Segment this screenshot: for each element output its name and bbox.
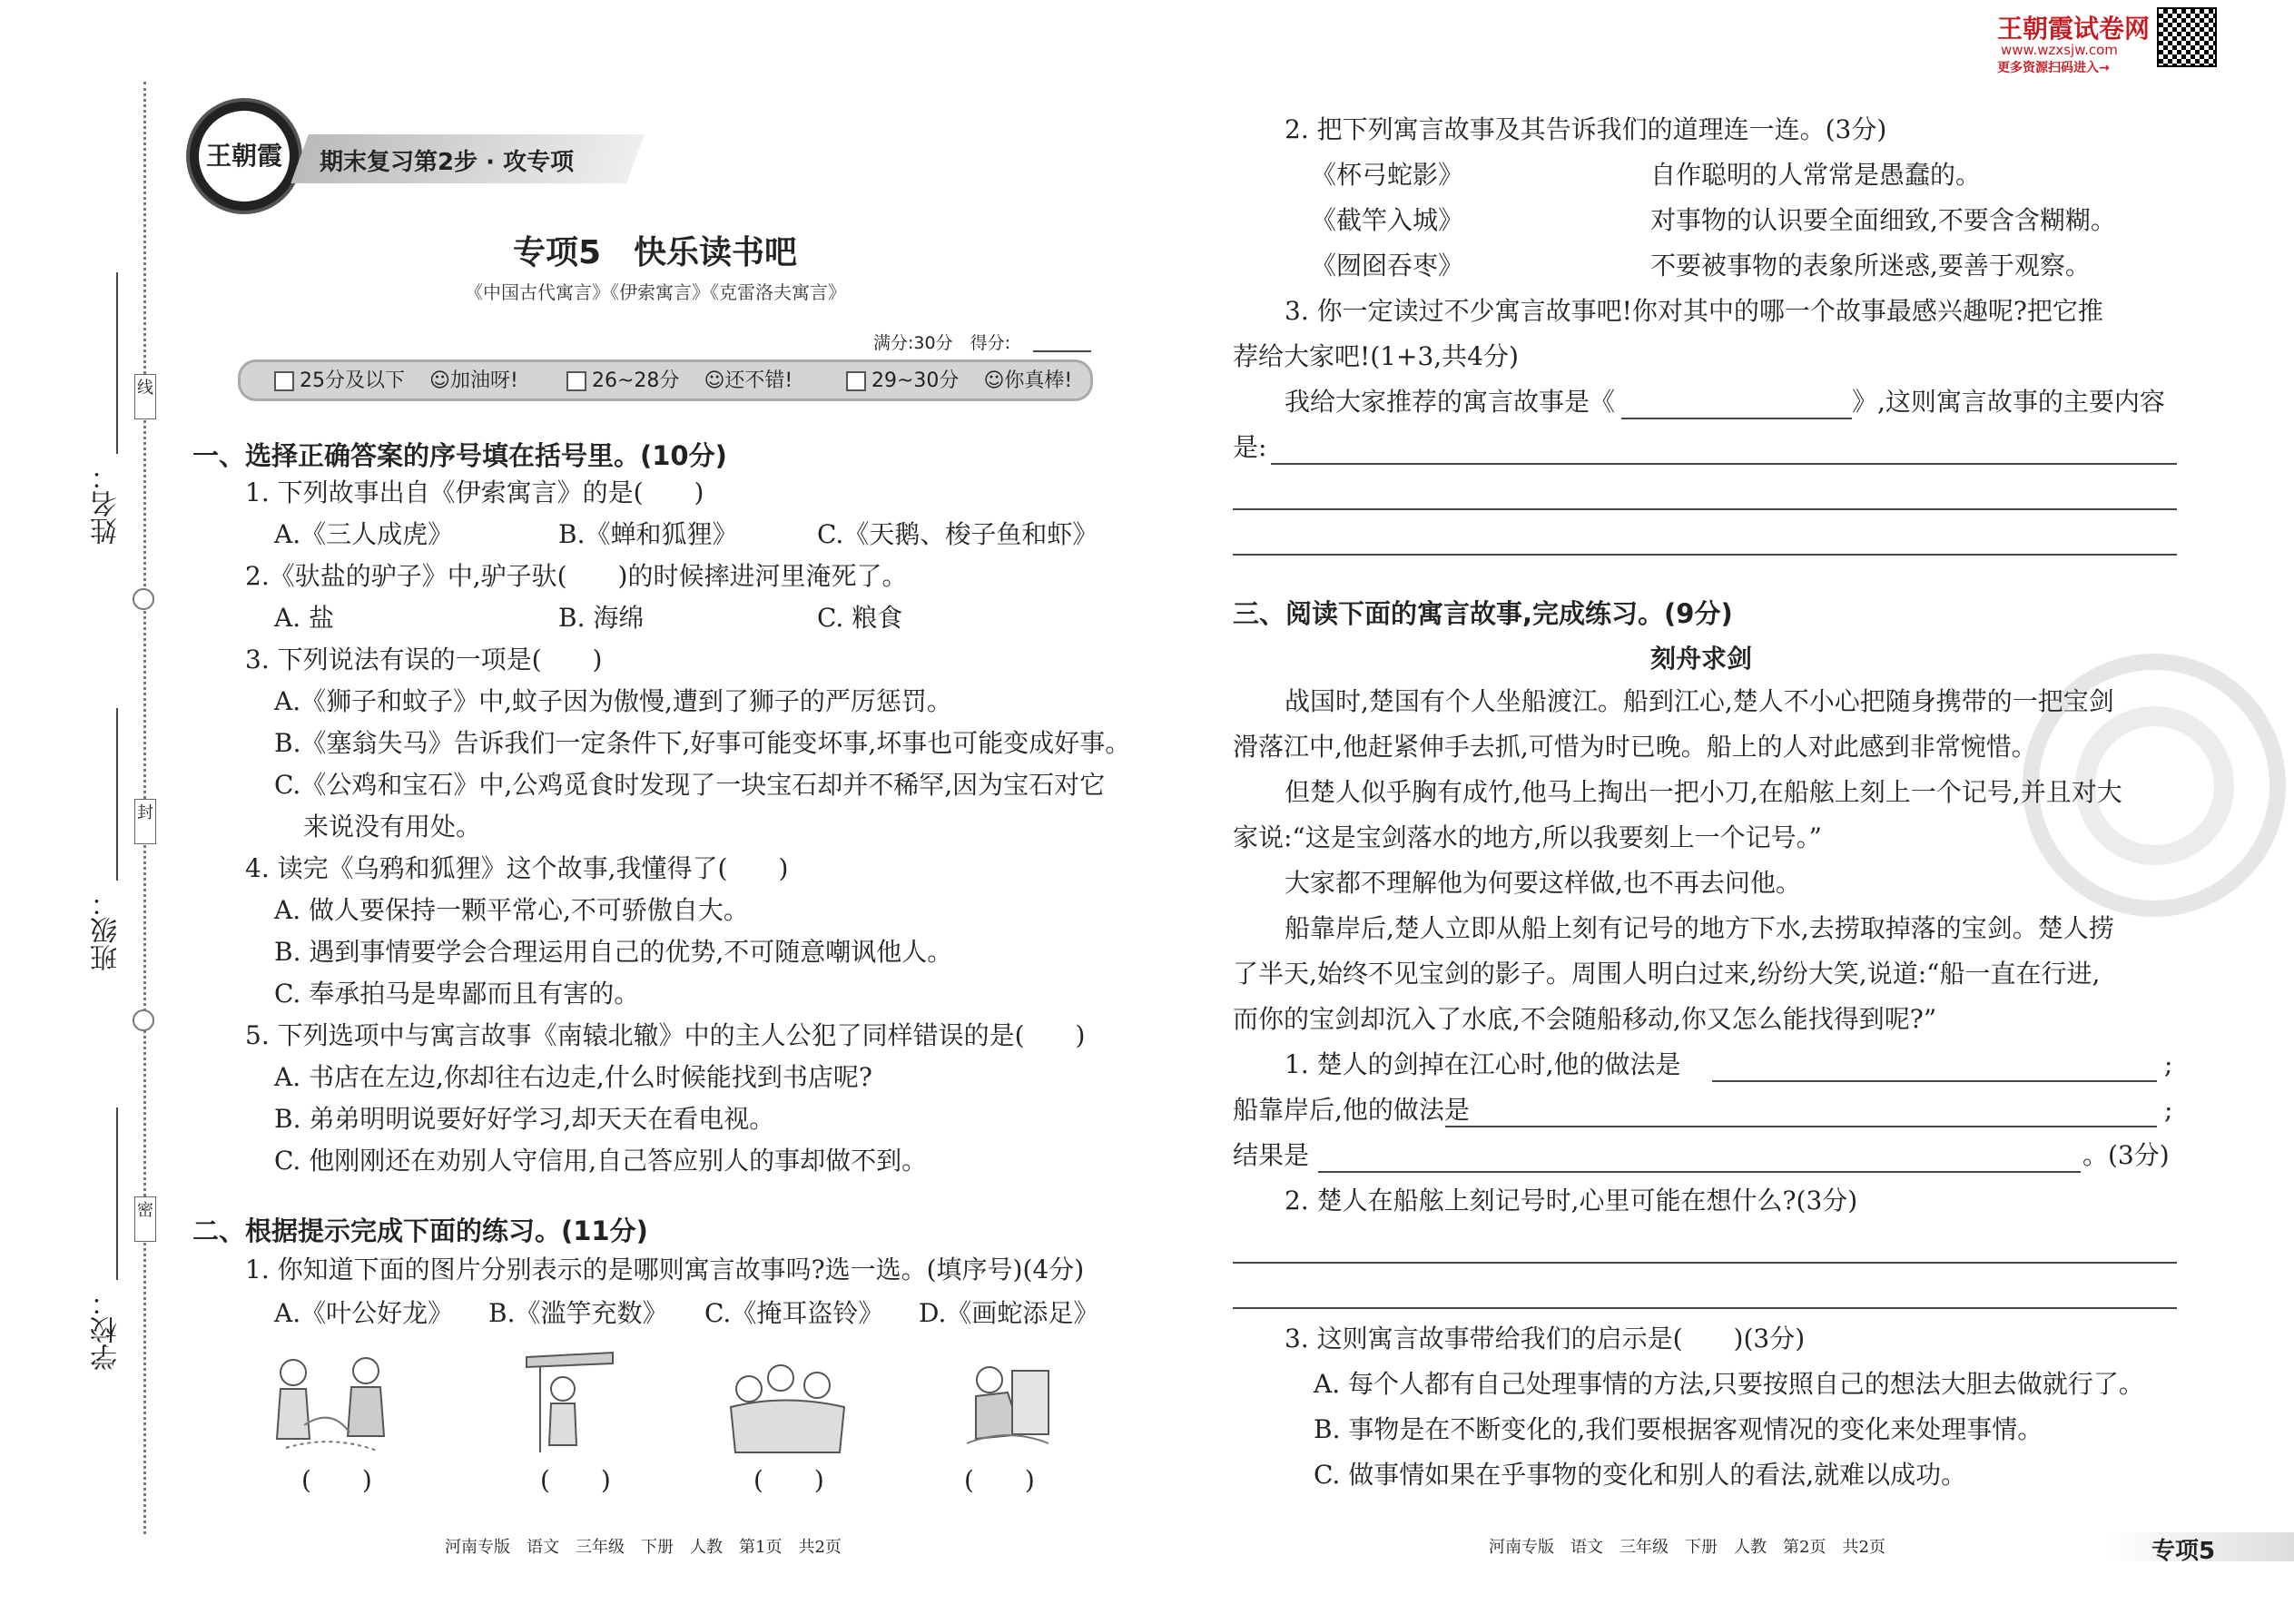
q3-option-b[interactable]: B.《塞翁失马》告诉我们一定条件下,好事可能变坏事,坏事也可能变成好事。: [274, 728, 1131, 758]
grade-item-3[interactable]: 29~30分 ☺你真棒!: [846, 365, 1072, 393]
banner-text: 期末复习第2步 · 攻专项: [320, 149, 575, 176]
s2-q3-stem: 3. 你一定读过不少寓言故事吧!你对其中的哪一个故事最感兴趣呢?把它推: [1285, 296, 2103, 326]
binding-circle-1: [133, 588, 154, 610]
q2-option-b[interactable]: B. 海绵: [558, 603, 645, 633]
q5-option-a[interactable]: A. 书店在左边,你却往右边走,什么时候能找到书店呢?: [274, 1062, 872, 1092]
s2-q3-fill-prefix: 我给大家推荐的寓言故事是《: [1285, 387, 1616, 417]
site-name: 王朝霞试卷网: [1997, 14, 2151, 44]
q4-stem: 4. 读完《乌鸦和狐狸》这个故事,我懂得了( ): [245, 853, 789, 883]
q5-option-c[interactable]: C. 他刚刚还在劝别人守信用,自己答应别人的事却做不到。: [274, 1146, 928, 1176]
s3-q2-answer-line-2[interactable]: [1233, 1307, 2177, 1309]
s3-q1-semicolon-1: ;: [2164, 1049, 2173, 1079]
smile-icon: ☺: [704, 369, 725, 392]
s2-q1-option-b: B.《滥竽充数》: [488, 1298, 668, 1328]
s3-q1-answer-line-2[interactable]: [1445, 1126, 2157, 1127]
illustration-1: [268, 1353, 395, 1457]
school-label: 学校：: [91, 1289, 123, 1371]
s3-q2-answer-line-1[interactable]: [1233, 1262, 2177, 1264]
q4-option-c[interactable]: C. 奉承拍马是卑鄙而且有害的。: [274, 979, 640, 1009]
s3-q1-answer-line-3[interactable]: [1318, 1171, 2081, 1173]
q5-option-b[interactable]: B. 弟弟明明说要好好学习,却天天在看电视。: [274, 1104, 775, 1134]
q2-stem: 2.《驮盐的驴子》中,驴子驮( )的时候摔进河里淹死了。: [245, 561, 908, 591]
illustration-3: [726, 1353, 849, 1457]
answer-blank-3[interactable]: ( ): [753, 1465, 824, 1495]
content-line-1[interactable]: [1271, 463, 2177, 465]
binding-mark-seal: 封: [134, 799, 156, 844]
s3-q3-stem: 3. 这则寓言故事带给我们的启示是( )(3分): [1285, 1324, 1806, 1353]
story-p4b: 了半天,始终不见宝剑的影子。周围人明白过来,纷纷大笑,说道:“船一直在行进,: [1233, 959, 2101, 989]
s3-q2: 2. 楚人在船舷上刻记号时,心里可能在想什么?(3分): [1285, 1186, 1858, 1216]
q4-option-b[interactable]: B. 遇到事情要学会合理运用自己的优势,不可随意嘲讽他人。: [274, 937, 953, 967]
s3-q1-score: 。(3分): [2082, 1140, 2170, 1170]
binding-circle-2: [133, 1009, 154, 1031]
match-right-2[interactable]: 对事物的认识要全面细致,不要含含糊糊。: [1650, 205, 2116, 235]
q3-stem: 3. 下列说法有误的一项是( ): [245, 645, 603, 674]
school-line[interactable]: [116, 1107, 118, 1280]
footer-right: 河南专版 语文 三年级 下册 人教 第2页 共2页: [1489, 1538, 1885, 1557]
match-left-3[interactable]: 《囫囵吞枣》: [1311, 251, 1464, 281]
story-p1b: 滑落江中,他赶紧伸手去抓,可惜为时已晚。船上的人对此感到非常惋惜。: [1233, 732, 2037, 762]
q2-option-c[interactable]: C. 粮食: [817, 603, 903, 633]
s2-q2-stem: 2. 把下列寓言故事及其告诉我们的道理连一连。(3分): [1285, 114, 1887, 144]
q3-option-c-cont: 来说没有用处。: [303, 812, 482, 842]
s3-q1-answer-line-1[interactable]: [1712, 1080, 2157, 1082]
brand-seal-inner: 王朝霞: [199, 111, 290, 202]
answer-blank-2[interactable]: ( ): [540, 1465, 611, 1495]
q2-option-a[interactable]: A. 盐: [274, 603, 335, 633]
story-p2a: 但楚人似乎胸有成竹,他马上掏出一把小刀,在船舷上刻上一个记号,并且对大: [1285, 777, 2122, 807]
s3-q1a: 1. 楚人的剑掉在江心时,他的做法是: [1285, 1049, 1681, 1079]
s3-q3-option-c[interactable]: C. 做事情如果在乎事物的变化和别人的看法,就难以成功。: [1314, 1460, 1967, 1490]
score-label: 满分:30分 得分:: [873, 333, 1010, 353]
brand-seal: [186, 98, 302, 214]
answer-blank-4[interactable]: ( ): [964, 1465, 1035, 1495]
smile-icon: ☺: [429, 369, 450, 392]
footer-left: 河南专版 语文 三年级 下册 人教 第1页 共2页: [445, 1538, 842, 1557]
qr-code-icon[interactable]: [2157, 7, 2217, 67]
section1-heading: 一、选择正确答案的序号填在括号里。(10分): [192, 440, 727, 471]
binding-mark-line: 线: [134, 374, 156, 419]
site-url[interactable]: www.wzxsjw.com: [2001, 42, 2118, 58]
s3-q1b: 船靠岸后,他的做法是: [1233, 1095, 1470, 1125]
answer-blank-1[interactable]: ( ): [301, 1465, 372, 1495]
name-line[interactable]: [116, 272, 118, 454]
story-name-input[interactable]: [1621, 418, 1852, 419]
section3-heading: 三、阅读下面的寓言故事,完成练习。(9分): [1233, 598, 1733, 629]
q4-option-a[interactable]: A. 做人要保持一颗平常心,不可骄傲自大。: [274, 895, 749, 925]
s2-q1-stem: 1. 你知道下面的图片分别表示的是哪则寓言故事吗?选一选。(填序号)(4分): [245, 1255, 1085, 1284]
name-label: 姓名：: [91, 463, 123, 545]
s3-q1-semicolon-2: ;: [2164, 1095, 2173, 1125]
s2-q1-option-c: C.《掩耳盗铃》: [704, 1298, 884, 1328]
content-line-3[interactable]: [1233, 554, 2177, 556]
q1-option-c[interactable]: C.《天鹅、梭子鱼和虾》: [817, 519, 1098, 549]
class-line[interactable]: [116, 708, 118, 881]
q3-option-a[interactable]: A.《狮子和蚊子》中,蚊子因为傲慢,遭到了狮子的严厉惩罚。: [274, 686, 952, 716]
score-line[interactable]: [1033, 350, 1091, 352]
s2-q1-option-d: D.《画蛇添足》: [919, 1298, 1099, 1328]
story-title: 刻舟求剑: [1650, 644, 1753, 674]
s3-q3-option-b[interactable]: B. 事物是在不断变化的,我们要根据客观情况的变化来处理事情。: [1314, 1414, 2043, 1444]
illustration-4: [958, 1353, 1058, 1457]
s3-q1c: 结果是: [1233, 1140, 1310, 1170]
s2-q3-stem-cont: 荐给大家吧!(1+3,共4分): [1233, 341, 1519, 371]
class-label: 班级：: [91, 890, 123, 971]
match-right-1[interactable]: 自作聪明的人常常是愚蠢的。: [1650, 160, 1982, 190]
grade-item-2[interactable]: 26~28分 ☺还不错!: [566, 365, 793, 393]
binding-mark-secret: 密: [134, 1196, 156, 1242]
q1-stem: 1. 下列故事出自《伊索寓言》的是( ): [245, 477, 704, 507]
page-title: 专项5 快乐读书吧: [513, 234, 798, 271]
site-more: 更多资源扫码进入→: [1997, 61, 2110, 75]
story-p4a: 船靠岸后,楚人立即从船上刻有记号的地方下水,去捞取掉落的宝剑。楚人捞: [1285, 913, 2114, 943]
s2-q3-fill-content: 是:: [1233, 432, 1267, 462]
q5-stem: 5. 下列选项中与寓言故事《南辕北辙》中的主人公犯了同样错误的是( ): [245, 1020, 1086, 1050]
story-p3: 大家都不理解他为何要这样做,也不再去问他。: [1285, 868, 1801, 898]
grade-checkbox[interactable]: [274, 371, 294, 391]
s2-q1-option-a: A.《叶公好龙》: [274, 1298, 454, 1328]
content-line-2[interactable]: [1233, 508, 2177, 510]
book-list: 《中国古代寓言》《伊索寓言》《克雷洛夫寓言》: [465, 281, 846, 303]
illustration-2: [522, 1343, 622, 1457]
smile-icon: ☺: [983, 369, 1005, 392]
footer-tag: 专项5: [2151, 1538, 2216, 1565]
match-left-2[interactable]: 《截竿入城》: [1311, 205, 1464, 235]
story-p1a: 战国时,楚国有个人坐船渡江。船到江心,楚人不小心把随身携带的一把宝剑: [1285, 686, 2114, 716]
q1-option-a[interactable]: A.《三人成虎》: [274, 519, 454, 549]
match-right-3[interactable]: 不要被事物的表象所迷惑,要善于观察。: [1650, 251, 2091, 281]
q3-option-c[interactable]: C.《公鸡和宝石》中,公鸡觅食时发现了一块宝石却并不稀罕,因为宝石对它: [274, 770, 1106, 800]
q1-option-b[interactable]: B.《蝉和狐狸》: [558, 519, 738, 549]
section2-heading: 二、根据提示完成下面的练习。(11分): [192, 1216, 648, 1246]
match-left-1[interactable]: 《杯弓蛇影》: [1311, 160, 1464, 190]
grade-checkbox[interactable]: [846, 371, 866, 391]
s2-q3-fill-suffix: 》,这则寓言故事的主要内容: [1852, 387, 2165, 417]
grade-checkbox[interactable]: [566, 371, 586, 391]
story-p2b: 家说:“这是宝剑落水的地方,所以我要刻上一个记号。”: [1233, 822, 1822, 852]
story-p4c: 而你的宝剑却沉入了水底,不会随船移动,你又怎么能找得到呢?”: [1233, 1004, 1937, 1034]
s3-q3-option-a[interactable]: A. 每个人都有自己处理事情的方法,只要按照自己的想法大胆去做就行了。: [1314, 1369, 2144, 1399]
grade-item-1[interactable]: 25分及以下 ☺加油呀!: [274, 365, 518, 393]
